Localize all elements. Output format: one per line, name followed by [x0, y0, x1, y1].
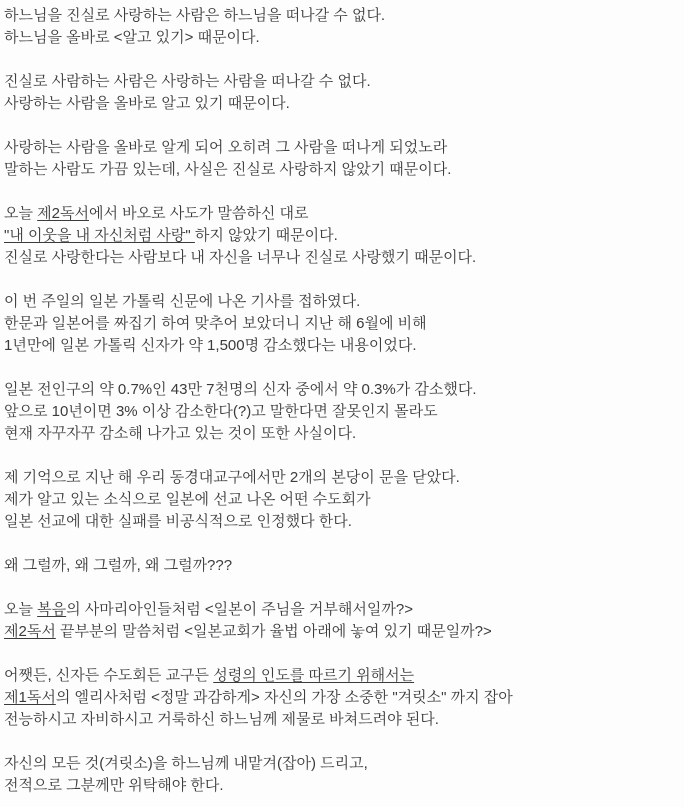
text-segment: 오늘: [4, 205, 38, 222]
underlined-text: "내 이웃을 내 자신처럼 사랑": [4, 227, 195, 244]
paragraph: [4, 291, 676, 357]
text-line: [4, 555, 676, 577]
text-segment: 의 엘리사처럼 <정말 과감하게> 자신의 가장 소중한 "겨릿소" 까지 잡아: [55, 689, 513, 706]
text-line: [4, 665, 676, 687]
paragraph: [4, 467, 676, 533]
text-segment: 이 번 주일의 일본 가톨릭 신문에 나온 기사를 접하였다.: [4, 293, 361, 310]
underlined-text: 제1독서: [4, 689, 56, 706]
paragraph: [4, 379, 676, 445]
text-segment: 사랑하는 사람을 올바로 알게 되어 오히려 그 사람을 떠나게 되었노라: [4, 139, 448, 156]
underlined-text: 제2독서: [4, 623, 56, 640]
text-line: [4, 753, 676, 775]
text-segment: 의 사마리아인들처럼 <일본이 주님을 거부해서일까?>: [66, 601, 413, 618]
paragraph: [4, 5, 676, 49]
text-line: [4, 709, 676, 731]
text-segment: 어쨋든, 신자든 수도회든 교구든: [4, 667, 214, 684]
text-line: [4, 27, 676, 49]
text-segment: 하느님을 올바로 <알고 있기> 때문이다.: [4, 29, 260, 46]
text-line: [4, 467, 676, 489]
text-segment: 에서 바오로 사도가 말씀하신 대로: [88, 205, 309, 222]
text-line: [4, 401, 676, 423]
text-segment: 전적으로 그분께만 위탁해야 한다.: [4, 777, 224, 794]
text-line: [4, 5, 676, 27]
text-line: [4, 247, 676, 269]
text-segment: 일본 선교에 대한 실패를 비공식적으로 인정했다 한다.: [4, 513, 352, 530]
text-line: [4, 71, 676, 93]
text-segment: 앞으로 10년이면 3% 이상 감소한다(?)고 말한다면 잘못인지 몰라도: [4, 403, 438, 420]
text-segment: 사랑하는 사람을 올바로 알고 있기 때문이다.: [4, 95, 290, 112]
text-segment: 제 기억으로 지난 해 우리 동경대교구에서만 2개의 본당이 문을 닫았다.: [4, 469, 460, 486]
paragraph: [4, 665, 676, 731]
text-line: [4, 203, 676, 225]
text-line: [4, 489, 676, 511]
text-line: [4, 621, 676, 643]
text-segment: 일본 전인구의 약 0.7%인 43만 7천명의 신자 중에서 약 0.3%가 감소했다.: [4, 381, 477, 398]
paragraph: [4, 137, 676, 181]
text-segment: 진실로 사람하는 사람은 사랑하는 사람을 떠나갈 수 없다.: [4, 73, 371, 90]
paragraph: [4, 555, 676, 577]
text-segment: 한문과 일본어를 짜집기 하여 맞추어 보았더니 지난 해 6월에 비해: [4, 315, 427, 332]
underlined-text: 제2독서: [37, 205, 89, 222]
text-line: [4, 225, 676, 247]
text-segment: 전능하시고 자비하시고 거룩하신 하느님께 제물로 바쳐드려야 된다.: [4, 711, 439, 728]
text-segment: 하느님을 진실로 사랑하는 사람은 하느님을 떠나갈 수 없다.: [4, 7, 386, 24]
text-segment: 자신의 모든 것(겨릿소)을 하느님께 내맡겨(잡아) 드리고,: [4, 755, 368, 772]
paragraph: [4, 599, 676, 643]
paragraph: [4, 71, 676, 115]
paragraph: [4, 753, 676, 797]
text-segment: 왜 그럴까, 왜 그럴까, 왜 그럴까???: [4, 557, 233, 574]
text-line: [4, 599, 676, 621]
text-segment: 진실로 사랑한다는 사람보다 내 자신을 너무나 진실로 사랑했기 때문이다.: [4, 249, 477, 266]
text-line: [4, 93, 676, 115]
text-segment: 끝부분의 말씀처럼 <일본교회가 율법 아래에 놓여 있기 때문일까?>: [55, 623, 492, 640]
text-line: [4, 159, 676, 181]
text-segment: 하지 않았기 때문이다.: [194, 227, 338, 244]
text-segment: 말하는 사람도 가끔 있는데, 사실은 진실로 사랑하지 않았기 때문이다.: [4, 161, 452, 178]
underlined-text: 복음: [37, 601, 67, 618]
text-line: [4, 291, 676, 313]
text-line: [4, 511, 676, 533]
underlined-text: 성령의 인도를 따르기 위해서는: [213, 667, 415, 684]
text-line: [4, 335, 676, 357]
text-line: [4, 137, 676, 159]
text-line: [4, 423, 676, 445]
text-segment: 현재 자꾸자꾸 감소해 나가고 있는 것이 또한 사실이다.: [4, 425, 357, 442]
text-segment: 1년만에 일본 가톨릭 신자가 약 1,500명 감소했다는 내용이었다.: [4, 337, 417, 354]
text-segment: 제가 알고 있는 소식으로 일본에 선교 나온 어떤 수도회가: [4, 491, 371, 508]
text-segment: 오늘: [4, 601, 38, 618]
text-line: [4, 313, 676, 335]
paragraph: [4, 203, 676, 269]
text-line: [4, 379, 676, 401]
text-line: [4, 687, 676, 709]
text-line: [4, 775, 676, 797]
